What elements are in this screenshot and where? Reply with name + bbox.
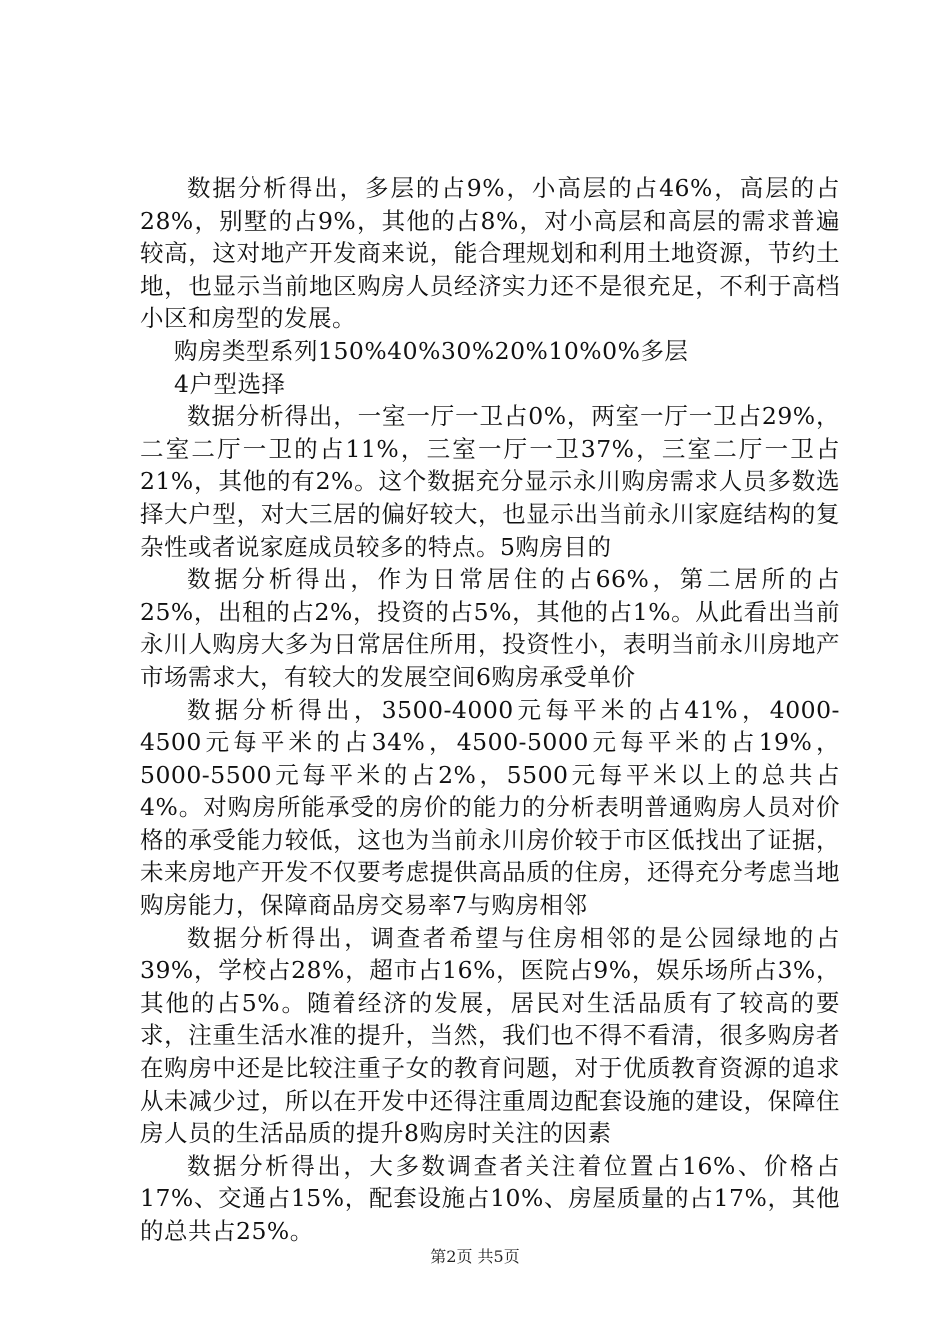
document-body [140,172,840,1248]
section-heading-unit-type: 4户型选择 [174,369,286,398]
paragraph-unit-type: 数据分析得出，一室一厅一卫占0%，两室一厅一卫占29%，二室二厅一卫的占11%，三室一厅一卫37%，三室二厅一卫占21%，其他的有2%。这个数据充分显示永川购房需求人员多数选择大户型，对大三居的偏好较大，也显示出当前永川家庭结构的复杂性或者说家庭成员较多的特点。5购房目的 [140,402,840,561]
paragraph-purchase-purpose: 数据分析得出，作为日常居住的占66%，第二居所的占25%，出租的占2%，投资的占5%，其他的占1%。从此看出当前永川人购房大多为日常居住所用，投资性小，表明当前永川房地产市场需求大，有较大的发展空间6购房承受单价 [140,565,840,691]
paragraph-neighborhood: 数据分析得出，调查者希望与住房相邻的是公园绿地的占39%，学校占28%，超市占16%，医院占9%，娱乐场所占3%，其他的占5%。随着经济的发展，居民对生活品质有了较高的要求，注重生活水准的提升，当然，我们也不得不看清，很多购房者在购房中还是比较注重子女的教育问题，对于优质教育资源的追求从未减少过，所以在开发中还得注重周边配套设施的建设，保障住房人员的生活品质的提升8购房时关注的因素 [140,923,840,1148]
paragraph-building-type: 数据分析得出，多层的占9%，小高层的占46%，高层的占28%，别墅的占9%，其他的占8%，对小高层和高层的需求普遍较高，这对地产开发商来说，能合理规划和利用土地资源，节约土地，也显示当前地区购房人员经济实力还不是很充足，不利于高档小区和房型的发展。 [140,174,840,333]
page-number-footer: 第2页 共5页 [430,1247,520,1266]
paragraph-concern-factors: 数据分析得出，大多数调查者关注着位置占16%、价格占17%、交通占15%，配套设施占10%、房屋质量的占17%，其他的总共占25%。 [140,1151,840,1245]
chart-caption-building-type: 购房类型系列150%40%30%20%10%0%多层 [174,336,689,365]
paragraph-unit-price: 数据分析得出，3500-4000元每平米的占41%，4000-4500元每平米的占34%，4500-5000元每平米的占19%，5000-5500元每平米的占2%，5500元每平米以上的总共占4%。对购房所能承受的房价的能力的分析表明普通购房人员对价格的承受能力较低，这也为当前永川房价较于市区低找出了证据，未来房地产开发不仅要考虑提供高品质的住房，还得充分考虑当地购房能力，保障商品房交易率7与购房相邻 [140,695,840,920]
